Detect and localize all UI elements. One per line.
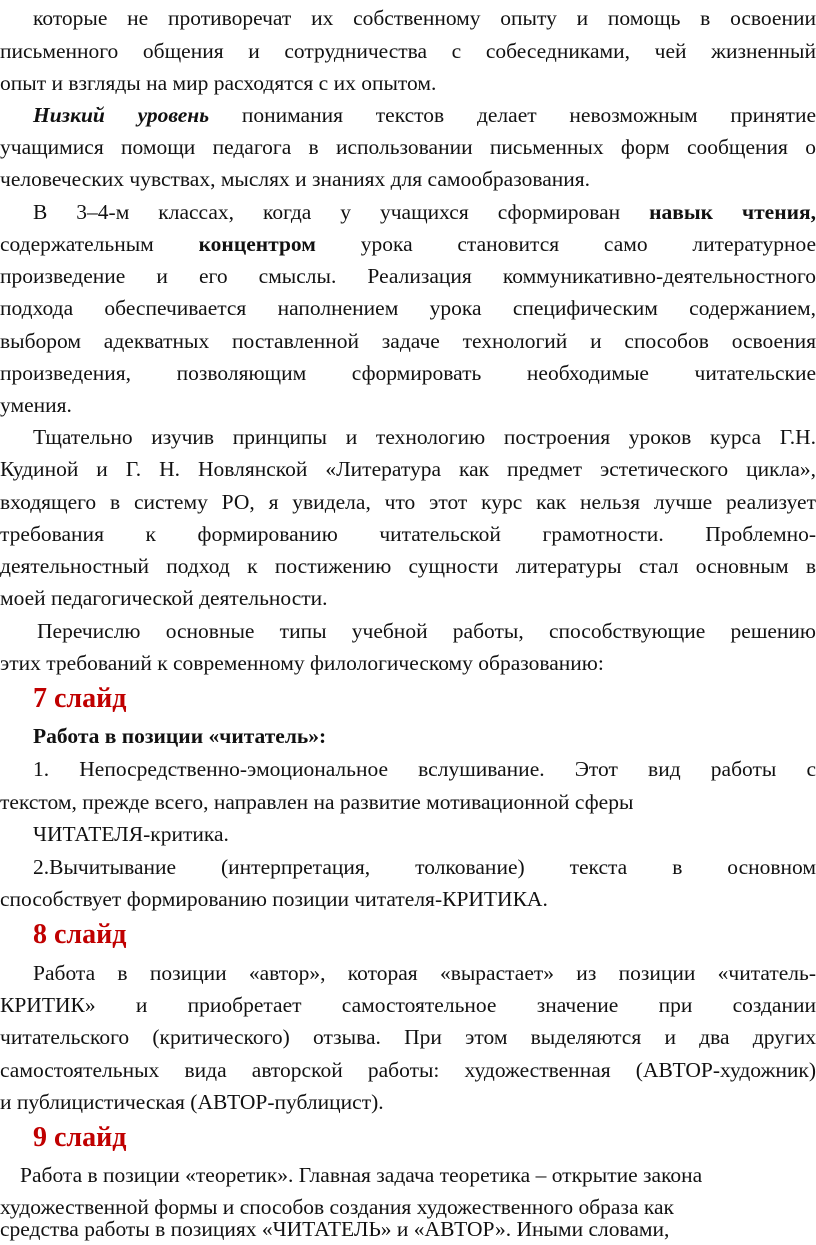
- text: входящего в систему РО, я увидела, что этот курс как нельзя лучше реализует: [0, 490, 816, 514]
- paragraph-line: [0, 99, 816, 131]
- list-item-line: [0, 851, 816, 883]
- paragraph-line: [0, 550, 816, 582]
- text: урока становится само литературное: [315, 232, 816, 256]
- text: содержательным: [0, 232, 199, 256]
- text: которые не противоречат их собственному опыту и помощь в освоении: [33, 6, 816, 30]
- text: умения.: [0, 393, 72, 417]
- text: выбором адекватных поставленной задаче технологий и способов освоения: [0, 329, 816, 353]
- text: моей педагогической деятельности.: [0, 586, 328, 610]
- text: текстом, прежде всего, направлен на развитие мотивационной сферы: [0, 790, 634, 814]
- text: средства работы в позициях «ЧИТАТЕЛЬ» и «АВТОР». Иными словами,: [0, 1217, 670, 1241]
- paragraph-line: [0, 957, 816, 989]
- text: человеческих чувствах, мыслях и знаниях для самообразования.: [0, 167, 591, 191]
- text: Тщательно изучив принципы и технологию построения уроков курса Г.Н.: [33, 425, 816, 449]
- paragraph-line: [0, 582, 816, 614]
- text: Работа в позиции «теоретик». Главная задача теоретика – открытие закона: [20, 1163, 703, 1187]
- text: В 3–4-м классах, когда у учащихся сформирован: [33, 200, 650, 224]
- text: Работа в позиции «автор», которая «вырастает» из позиции «читатель-: [33, 961, 816, 985]
- paragraph-line: [0, 163, 816, 195]
- paragraph-line: [0, 453, 816, 485]
- text: учащимися помощи педагога в использовании письменных форм сообщения о: [0, 135, 816, 159]
- text: деятельностный подход к постижению сущности литературы стал основным в: [0, 554, 816, 578]
- text: произведения, позволяющим сформировать необходимые читательские: [0, 361, 816, 385]
- text: опыт и взгляды на мир расходятся с их опытом.: [0, 71, 437, 95]
- paragraph-line: [0, 421, 816, 453]
- paragraph-line: [0, 1159, 816, 1191]
- paragraph-line: [0, 131, 816, 163]
- list-item-line: [0, 818, 816, 850]
- text: художественной формы и способов создания художественного образа как: [0, 1195, 674, 1219]
- text: подхода обеспечивается наполнением урока специфическим содержанием,: [0, 296, 816, 320]
- text: самостоятельных вида авторской работы: художественная (АВТОР-художник): [0, 1058, 816, 1082]
- paragraph-line: [0, 1054, 816, 1086]
- text: 2.Вычитывание (интерпретация, толкование) текста в основном: [33, 855, 816, 879]
- list-item-line: [0, 883, 816, 915]
- paragraph-line: [0, 35, 816, 67]
- paragraph-line: [0, 647, 816, 679]
- paragraph-line: [0, 989, 816, 1021]
- paragraph-line: [0, 260, 816, 292]
- paragraph-line: [0, 1213, 816, 1245]
- text: способствует формированию позиции читателя-КРИТИКА.: [0, 887, 548, 911]
- paragraph-line: [0, 292, 816, 324]
- text: произведение и его смыслы. Реализация коммуникативно-деятельностного: [0, 264, 816, 288]
- paragraph-line: [0, 486, 816, 518]
- paragraph-line: [0, 325, 816, 357]
- text: и публицистическая (АВТОР-публицист).: [0, 1090, 384, 1114]
- paragraph-line: [0, 615, 816, 647]
- emphasis-text: Низкий уровень: [33, 103, 210, 127]
- paragraph-line: [0, 1021, 816, 1053]
- text: ЧИТАТЕЛЯ-критика.: [33, 822, 229, 846]
- list-item-line: [0, 786, 816, 818]
- paragraph-line: [0, 518, 816, 550]
- text: КРИТИК» и приобретает самостоятельное значение при создании: [0, 993, 816, 1017]
- paragraph-line: [0, 1086, 816, 1118]
- slide-9-heading: 9 слайд: [33, 1122, 127, 1153]
- text: Кудиной и Г. Н. Новлянской «Литература как предмет эстетического цикла»,: [0, 457, 816, 481]
- text: Перечислю основные типы учебной работы, способствующие решению: [37, 619, 816, 643]
- text: понимания текстов делает невозможным принятие: [209, 103, 816, 127]
- text: требования к формированию читательской грамотности. Проблемно-: [0, 522, 816, 546]
- text: письменного общения и сотрудничества с собеседниками, чей жизненный: [0, 39, 816, 63]
- bold-text: навык чтения,: [649, 200, 816, 224]
- text: читательского (критического) отзыва. При этом выделяются и два других: [0, 1025, 816, 1049]
- slide-7-subtitle: [0, 720, 816, 752]
- paragraph-line: [0, 357, 816, 389]
- paragraph-line: [0, 2, 816, 34]
- bold-text: концентром: [198, 232, 316, 256]
- paragraph-line: [0, 67, 816, 99]
- paragraph-line: [0, 196, 816, 228]
- text: этих требований к современному филологическому образованию:: [0, 651, 604, 675]
- slide-8-heading: 8 слайд: [33, 919, 127, 950]
- slide-7-heading: 7 слайд: [33, 683, 127, 714]
- list-item-line: [0, 753, 816, 785]
- paragraph-line: [0, 389, 816, 421]
- text: 1. Непосредственно-эмоциональное вслушивание. Этот вид работы с: [33, 757, 816, 781]
- text: Работа в позиции «читатель»:: [33, 724, 327, 748]
- paragraph-line: [0, 228, 816, 260]
